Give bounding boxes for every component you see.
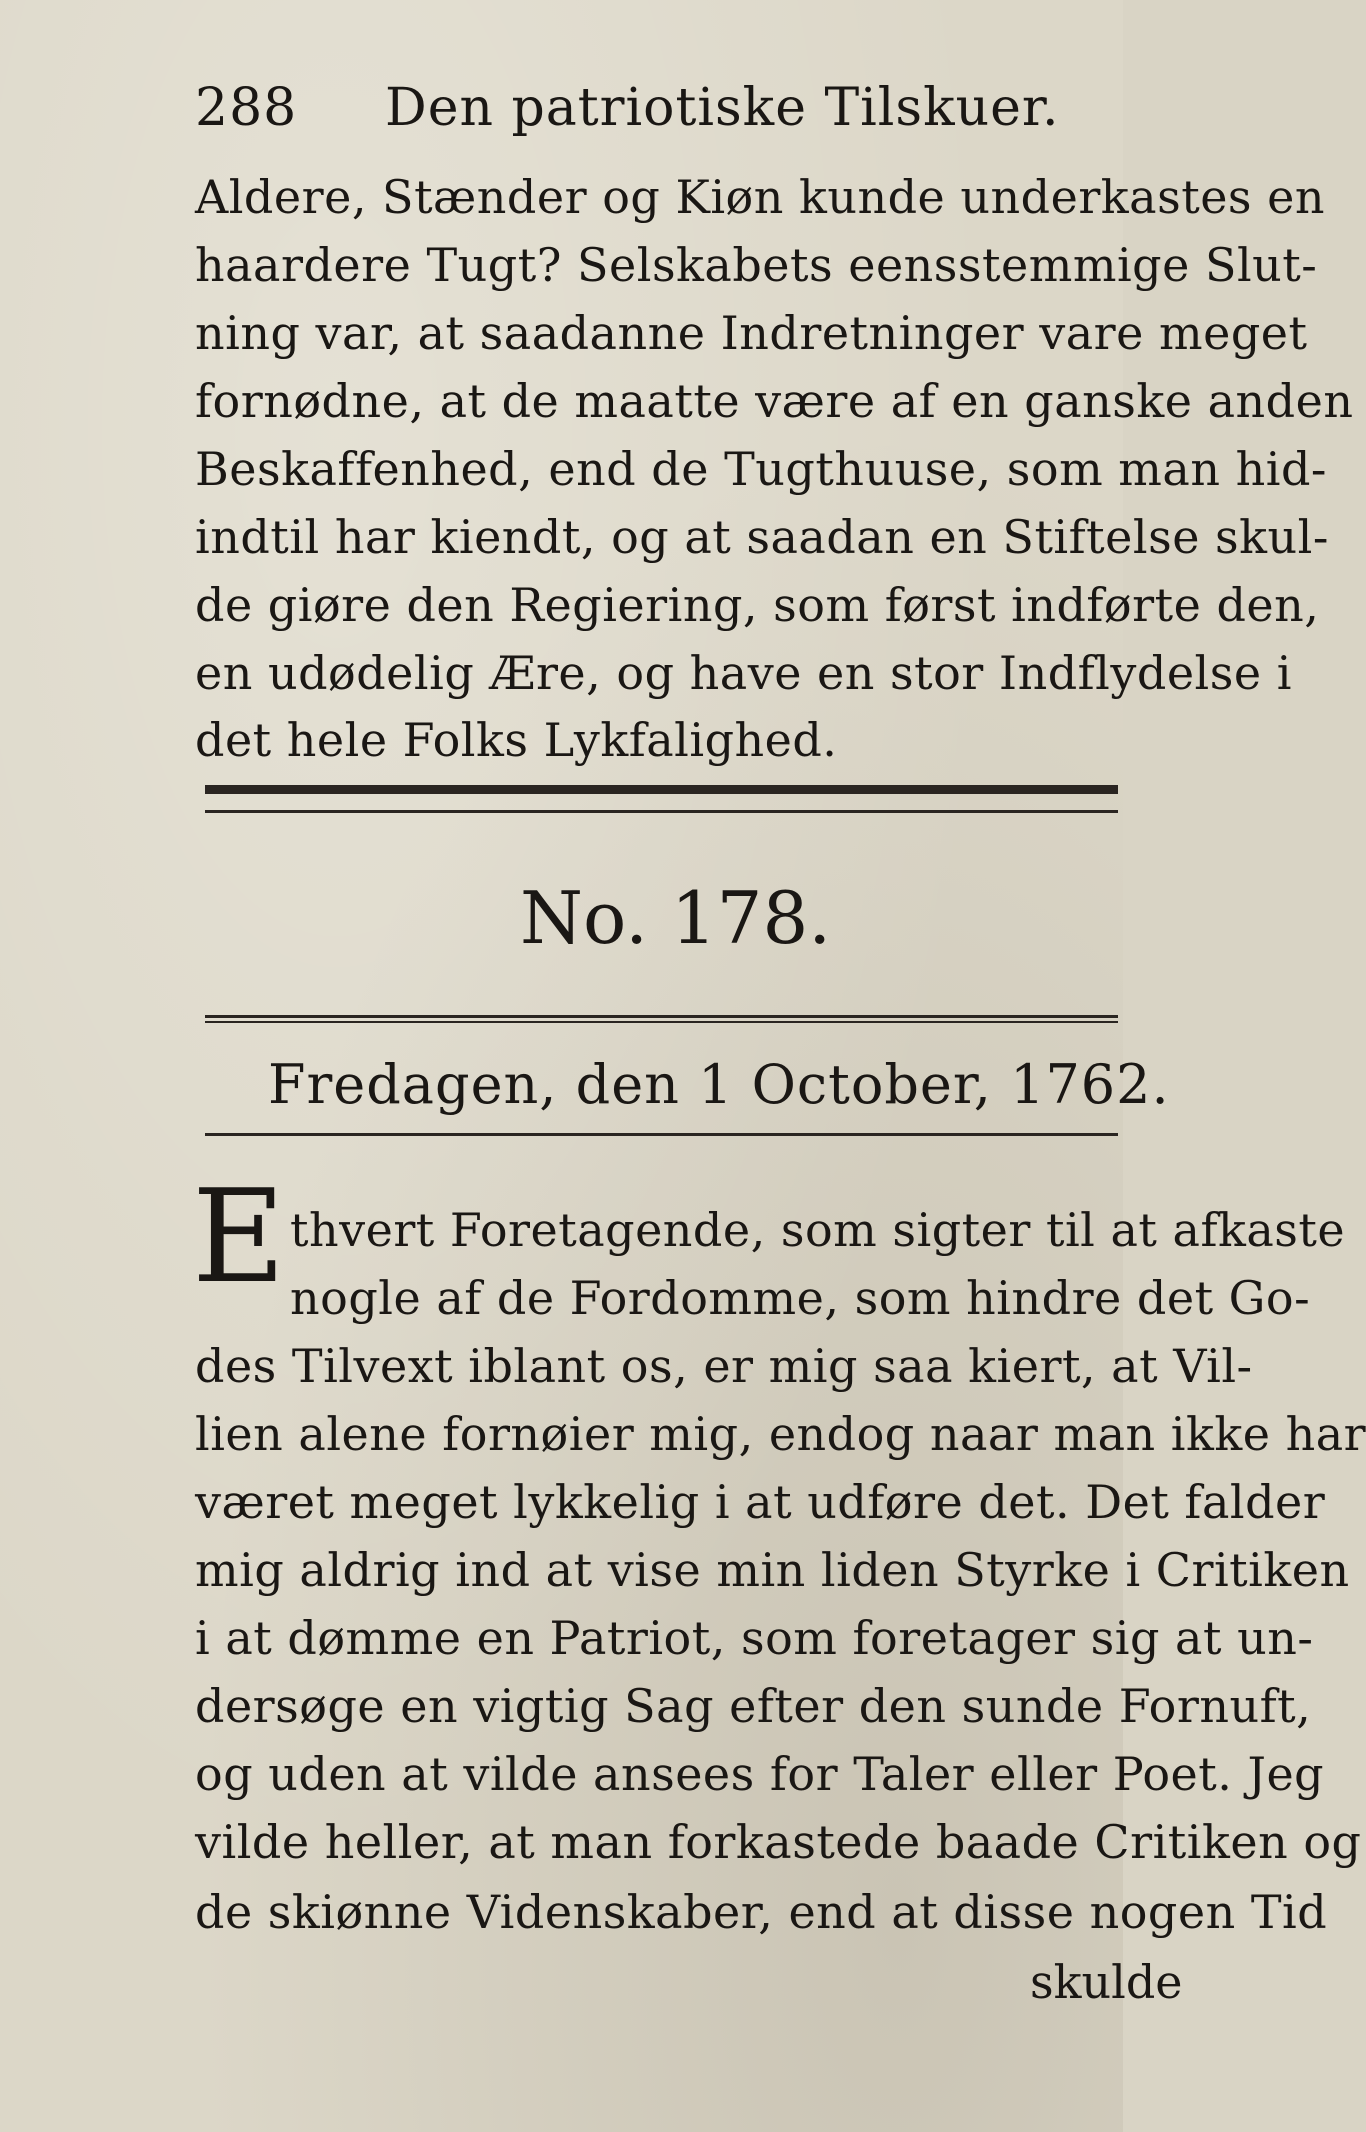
text-line: fornødne, at de maatte være af en ganske anden [195, 374, 1354, 428]
text-line: ning var, at saadanne Indretninger vare meget [195, 306, 1308, 360]
text-line: thvert Foretagende, som sigter til at afkaste [290, 1203, 1346, 1257]
issue-date: Fredagen, den 1 October, 1762. [268, 1053, 1170, 1116]
text-line: Beskaffenhed, end de Tugthuuse, som man hid- [195, 442, 1327, 496]
drop-cap: E [192, 1163, 286, 1312]
text-line: de giøre den Regiering, som først indførte den, [195, 578, 1320, 632]
text-line: nogle af de Fordomme, som hindre det Go- [290, 1271, 1311, 1325]
divider-rule [205, 810, 1118, 813]
text-line: i at dømme en Patriot, som foretager sig at un- [195, 1611, 1314, 1665]
text-line: mig aldrig ind at vise min liden Styrke i Critiken [195, 1543, 1350, 1597]
text-line: lien alene fornøier mig, endog naar man ikke har [195, 1407, 1366, 1461]
text-line: og uden at vilde ansees for Taler eller Poet. Jeg [195, 1747, 1325, 1801]
text-line: de skiønne Videnskaber, end at disse nogen Tid [195, 1885, 1328, 1939]
catchword: skulde [1030, 1955, 1183, 2009]
running-title: Den patriotiske Tilskuer. [385, 78, 1060, 138]
text-line: indtil har kiendt, og at saadan en Stiftelse skul- [195, 510, 1329, 564]
text-line: Aldere, Stænder og Kiøn kunde underkastes en [195, 170, 1325, 224]
divider-rule [205, 1133, 1118, 1136]
text-line: des Tilvext iblant os, er mig saa kiert, at Vil- [195, 1339, 1253, 1393]
text-line: det hele Folks Lykfalighed. [195, 713, 838, 767]
page-number: 288 [195, 78, 298, 138]
issue-number: No. 178. [520, 876, 832, 960]
divider-rule [205, 1021, 1118, 1023]
text-line: været meget lykkelig i at udføre det. Det falder [195, 1475, 1326, 1529]
text-line: en udødelig Ære, og have en stor Indflydelse i [195, 646, 1292, 700]
text-line: dersøge en vigtig Sag efter den sunde Fornuft, [195, 1679, 1312, 1733]
ornamental-rule [205, 785, 1118, 794]
running-head [195, 68, 1075, 148]
divider-rule [205, 1015, 1118, 1018]
text-line: haardere Tugt? Selskabets eensstemmige Slut- [195, 238, 1318, 292]
text-line: vilde heller, at man forkastede baade Critiken og [195, 1815, 1362, 1869]
